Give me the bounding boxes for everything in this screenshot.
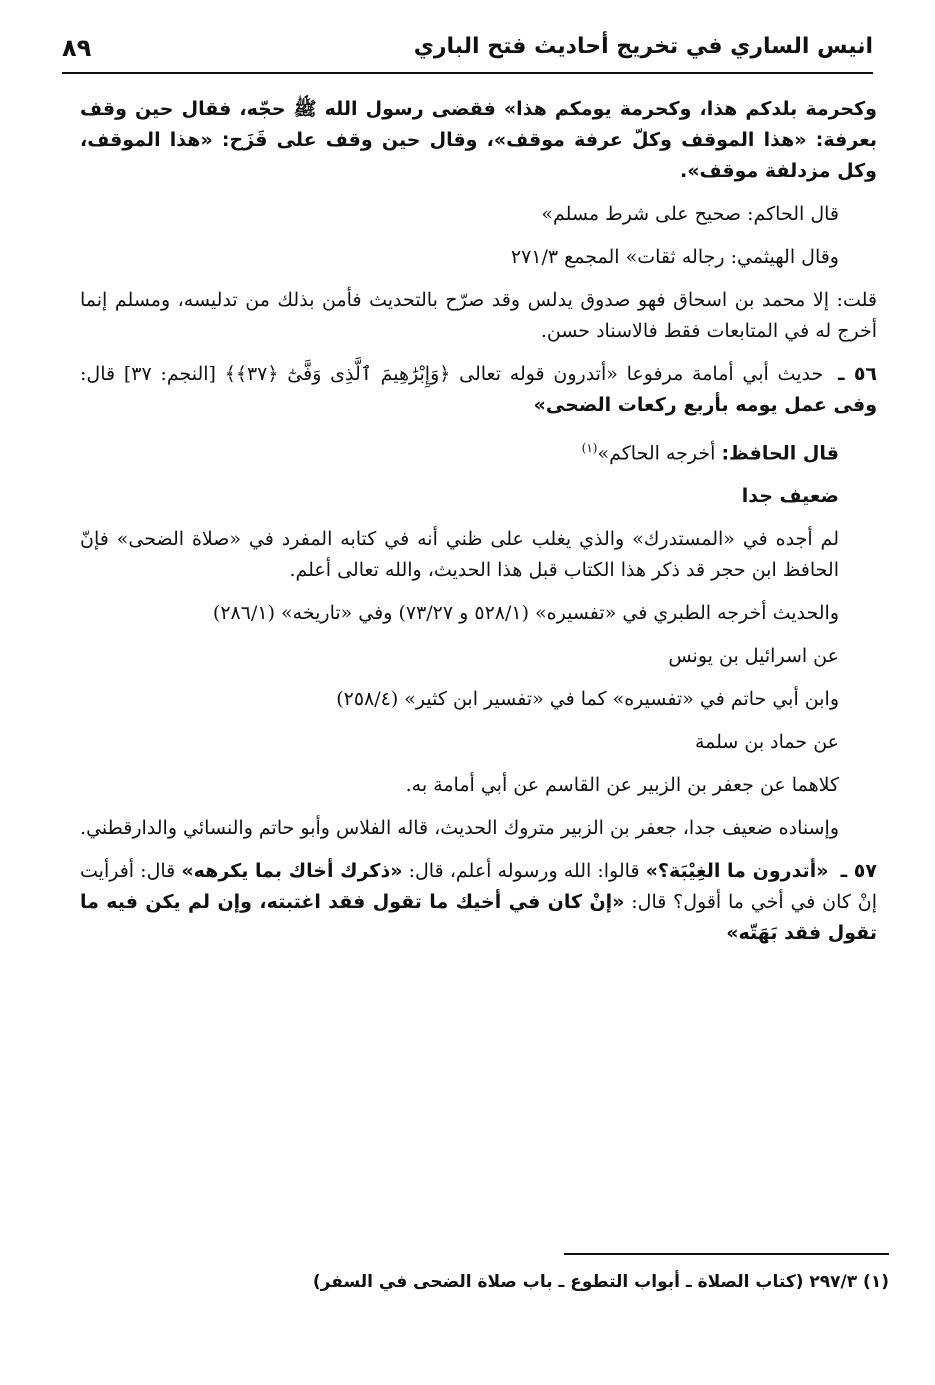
paragraph-both: كلاهما عن جعفر بن الزبير عن القاسم عن أبي أمامة به.	[405, 774, 839, 797]
hadith-57-heading	[80, 856, 877, 949]
paragraph-ibn-abi-hatim: وابن أبي حاتم في «تفسيره» كما في «تفسير ابن كثير» (٢٥٨/٤)	[336, 688, 839, 711]
hadith-57-definition: «ذكرك أخاك بما يكرهه»	[181, 860, 403, 883]
footnote-separator	[564, 1253, 889, 1255]
paragraph-tabari: والحديث أخرجه الطبري في «تفسيره» (٥٢٨/١ و ٧٣/٢٧) وفي «تاريخه» (٢٨٦/١)	[212, 602, 839, 625]
paragraph-haythami: وقال الهيثمي: رجاله ثقات» المجمع ٢٧١/٣	[510, 246, 839, 268]
hadith-56-bold: وفى عمل يومه بأربع ركعات الضحى»	[533, 394, 877, 416]
page-header	[62, 28, 873, 74]
footnote-ref: (١)	[581, 441, 598, 455]
paragraph-hadith-continuation: وكحرمة بلدكم هذا، وكحرمة يومكم هذا» فقضى رسول الله ﷺ حجّه، فقال حين وقف بعرفة: «هذا الموقف وكلّ عرفة موقف»، وقال حين وقف على قَزَح: «هذا الموقف، وكل مزدلفة موقف».	[80, 98, 877, 182]
page-number: ٨٩	[62, 34, 92, 62]
hadith-56-text: حديث أبي أمامة مرفوعا «أتدرون قوله تعالى ﴿وَإِبْرَٰهِيمَ ٱلَّذِى وَفَّىٰٓ ﴿٣٧﴾﴾ [النجم: ٣٧] قال:	[80, 363, 824, 385]
grade-weak: ضعيف جدا	[741, 485, 839, 508]
paragraph-comment: قلت: إلا محمد بن اسحاق فهو صدوق يدلس وقد صرّح بالتحديث فأمن بذلك من تدليسه، ومسلم إنما أخرج له في المتابعات فقط فالاسناد حسن.	[80, 289, 877, 342]
running-title: انيس الساري في تخريج أحاديث فتح الباري	[413, 34, 873, 59]
hadith-56-number: ٥٦ ـ	[838, 363, 878, 385]
hafiz-text: أخرجه الحاكم»	[597, 442, 716, 465]
hadith-57-answer: قالوا: الله ورسوله أعلم، قال:	[408, 860, 640, 883]
paragraph-hakim: قال الحاكم: صحيح على شرط مسلم»	[541, 203, 839, 225]
hadith-57-reply: «إنْ كان في أخيك ما تقول فقد اغتبته، وإن لم يكن فيه ما تقول فقد بَهَتّه»	[80, 891, 877, 945]
paragraph-hammad: عن حماد بن سلمة	[694, 731, 839, 754]
paragraph-isnad: وإسناده ضعيف جدا، جعفر بن الزبير متروك الحديث، قاله الفلاس وأبو حاتم والنسائي والدارقطني.	[80, 817, 839, 840]
hadith-57-number: ٥٧ ـ	[840, 860, 877, 883]
hadith-57-followup: قال: أفرأيت إنْ كان في أخي ما أقول؟ قال:	[80, 860, 878, 914]
page-body	[80, 94, 877, 961]
paragraph-israel: عن اسرائيل بن يونس	[668, 645, 839, 668]
footnote: (١) ٢٩٧/٣ (كتاب الصلاة ـ أبواب التطوع ـ باب صلاة الضحى في السفر)	[312, 1272, 889, 1292]
hadith-57-question: «أتدرون ما الغِيْبَة؟»	[645, 860, 829, 883]
hadith-56-heading	[80, 359, 877, 421]
hafiz-label: قال الحافظ:	[721, 442, 839, 465]
paragraph-hafiz	[80, 433, 877, 469]
paragraph-not-found: لم أجده في «المستدرك» والذي يغلب على ظني أنه في كتابه المفرد في «صلاة الضحى» فإنّ الحافظ ابن حجر قد ذكر هذا الكتاب قبل هذا الحديث، والله تعالى أعلم.	[80, 528, 839, 582]
